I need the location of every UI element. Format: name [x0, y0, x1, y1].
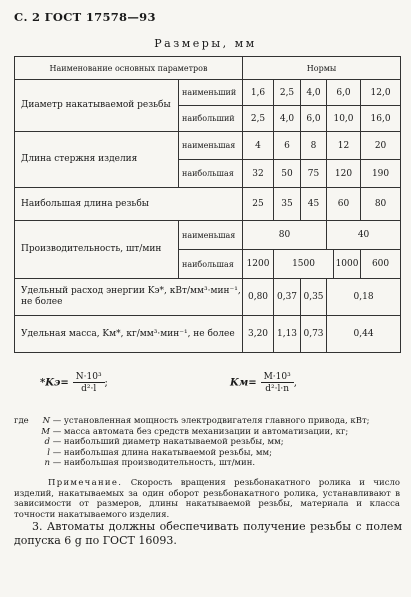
row-label-energy: Удельный расход энергии Kэ*, кВт/мм³·мин⁻¹, не более: [15, 279, 243, 316]
cell: 35: [274, 188, 301, 221]
legend-lead: где: [14, 416, 29, 426]
cell: 20: [361, 132, 401, 160]
table-row: [15, 132, 401, 160]
note-text: Скорость вращения резьбонакатного ролика и число изделий, накатываемых за один оборот резьбонакатного ролика, устанавливают в зависимости от размеров, длины накатываемой резьбы, материала и класса точности накатываемого изделия.: [14, 478, 400, 520]
formula-energy: [40, 372, 108, 394]
cell: 4: [243, 132, 274, 160]
cell: 4,0: [301, 80, 327, 106]
legend-text: — наибольшая производительность, шт/мин.: [52, 458, 256, 469]
legend-row: [14, 448, 400, 459]
cell: 75: [301, 160, 327, 188]
row-label-productivity: Производительность, шт/мин: [15, 221, 179, 279]
sub-label: наименьшая: [179, 221, 243, 250]
cell: 190: [361, 160, 401, 188]
sub-label: наибольшая: [179, 160, 243, 188]
table-row: [15, 279, 401, 316]
cell: 6,0: [301, 106, 327, 132]
legend-symbol: n: [44, 458, 50, 469]
cell: 3,20: [243, 316, 274, 353]
note-lead: Примечание.: [48, 478, 123, 488]
cell: 0,80: [243, 279, 274, 316]
cell: 32: [243, 160, 274, 188]
formulas: [0, 364, 411, 406]
sub-label: наибольший: [179, 106, 243, 132]
numerator: M·10³: [261, 372, 294, 383]
cell: 0,18: [327, 279, 401, 316]
header-norms: Нормы: [243, 57, 401, 80]
cell: 60: [327, 188, 361, 221]
table-row: [15, 80, 401, 106]
cell: 6,0: [327, 80, 361, 106]
page-header: С. 2 ГОСТ 17578—93: [14, 10, 156, 24]
cell: 50: [274, 160, 301, 188]
parameters-table: [14, 56, 401, 353]
cell: 0,35: [301, 279, 327, 316]
row-label-mass: Удельная масса, Kм*, кг/мм³·мин⁻¹, не более: [15, 316, 243, 353]
cell: 1000: [334, 250, 361, 279]
clause-3: 3. Автоматы должны обеспечивать получение резьбы с полем допуска 6 g по ГОСТ 16093.: [14, 520, 402, 547]
cell: 45: [301, 188, 327, 221]
legend-row: [14, 437, 400, 448]
legend-row: [14, 427, 400, 438]
denominator: d²·l·n: [265, 384, 290, 394]
formula-lhs: *Kэ=: [40, 377, 69, 389]
cell: 1200: [243, 250, 274, 279]
cell: 120: [327, 160, 361, 188]
cell: 2,5: [274, 80, 301, 106]
cell: 1,6: [243, 80, 274, 106]
denominator: d²·l: [81, 384, 97, 394]
cell: 12: [327, 132, 361, 160]
cell: 1500: [274, 250, 334, 279]
header-param: Наименование основных параметров: [15, 57, 243, 80]
legend-text: — наибольший диаметр накатываемой резьбы, мм;: [52, 437, 284, 448]
cell: 12,0: [361, 80, 401, 106]
numerator: N·10³: [73, 372, 105, 383]
legend: [14, 416, 400, 469]
legend-row: [14, 416, 400, 427]
row-label-thread-length: Наибольшая длина резьбы: [15, 188, 243, 221]
table-row: [15, 221, 401, 250]
sub-label: наибольшая: [179, 250, 243, 279]
legend-symbol: N: [42, 416, 50, 426]
row-label-length: Длина стержня изделия: [15, 132, 179, 188]
cell: 2,5: [243, 106, 274, 132]
legend-symbol: l: [47, 447, 50, 458]
cell: 10,0: [327, 106, 361, 132]
cell: 40: [327, 221, 401, 250]
formula-tail: ;: [104, 377, 108, 389]
cell: 16,0: [361, 106, 401, 132]
formula-tail: ,: [293, 377, 297, 389]
legend-text: — наибольшая длина накатываемой резьбы, мм;: [52, 447, 273, 458]
legend-symbol: M: [41, 426, 50, 437]
cell: 80: [243, 221, 327, 250]
cell: 0,44: [327, 316, 401, 353]
legend-text: — установленная мощность электродвигателя главного привода, кВт;: [52, 416, 370, 426]
legend-row: [14, 458, 400, 469]
row-label-diameter: Диаметр накатываемой резьбы: [15, 80, 179, 132]
table-caption: Размеры, мм: [154, 37, 257, 50]
cell: 4,0: [274, 106, 301, 132]
table-header-row: [15, 57, 401, 80]
cell: 80: [361, 188, 401, 221]
fraction: [73, 372, 105, 394]
legend-symbol: d: [44, 437, 50, 448]
table-row: [15, 316, 401, 353]
cell: 0,37: [274, 279, 301, 316]
cell: 600: [361, 250, 401, 279]
formula-lhs: Kм=: [230, 377, 257, 389]
legend-text: — масса автомата без средств механизации и автоматизации, кг;: [52, 426, 349, 437]
fraction: [261, 372, 294, 394]
cell: 1,13: [274, 316, 301, 353]
sub-label: наименьшая: [179, 132, 243, 160]
note: [14, 478, 400, 520]
cell: 8: [301, 132, 327, 160]
table-row: [15, 188, 401, 221]
formula-mass: [230, 372, 297, 394]
cell: 25: [243, 188, 274, 221]
cell: 6: [274, 132, 301, 160]
cell: 0,73: [301, 316, 327, 353]
sub-label: наименьший: [179, 80, 243, 106]
